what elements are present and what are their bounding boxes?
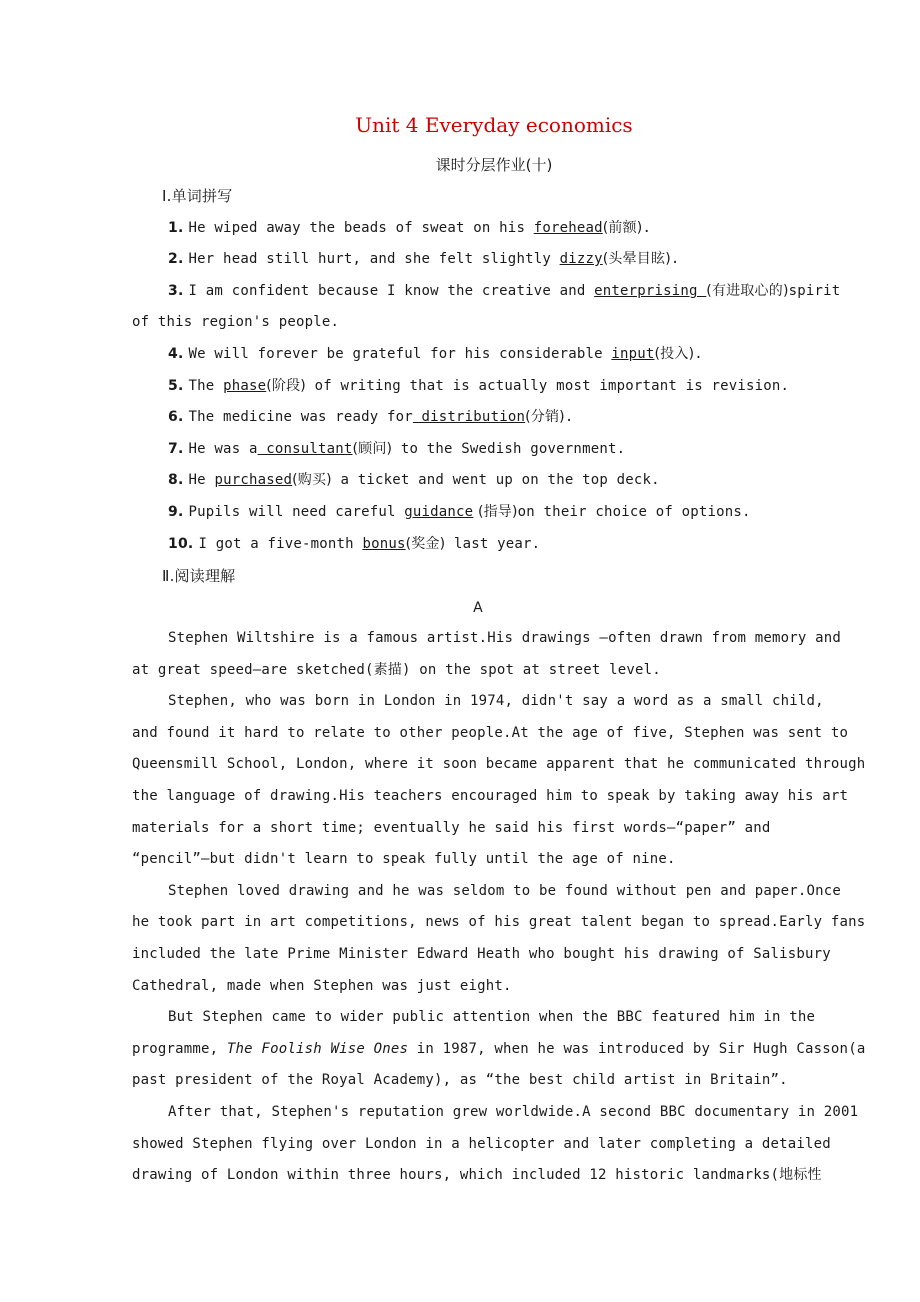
item-text: He: [188, 472, 215, 488]
passage-text: in 1987, when he was introduced by Sir Hugh Casson(a: [408, 1041, 866, 1057]
passage-line: [132, 1039, 866, 1059]
answer-word: enterprising: [594, 283, 707, 299]
item-text: Her head still hurt, and she felt slightly: [188, 251, 560, 267]
passage-line: the language of drawing.His teachers encouraged him to speak by taking away his art: [132, 788, 849, 804]
passage-line: and found it hard to relate to other people.At the age of five, Stephen was sent to: [132, 725, 849, 741]
section-heading-vocabulary: Ⅰ.单词拼写: [162, 187, 233, 205]
item-text: The: [188, 378, 224, 394]
item-text: He wiped away the beads of sweat on his: [188, 220, 534, 236]
item-text: of writing that is actually most important is revision.: [305, 378, 790, 394]
item-text: .: [694, 346, 703, 362]
chinese-hint: (购买): [292, 472, 332, 488]
chinese-hint: (有进取心的): [706, 283, 789, 299]
answer-word: input: [611, 346, 655, 362]
item-text: to the Swedish government.: [392, 441, 626, 457]
chinese-hint: (投入): [654, 346, 695, 362]
answer-word: guidance: [404, 504, 474, 520]
vocab-item: [168, 344, 868, 364]
passage-line: materials for a short time; eventually he said his first words—“paper” and: [132, 820, 771, 836]
vocab-item: [168, 218, 868, 238]
item-text: .: [564, 409, 574, 425]
item-text: last year.: [445, 536, 541, 552]
passage-line: at great speed—are sketched(素描) on the spot at street level.: [132, 662, 661, 678]
vocab-item: [168, 249, 868, 269]
vocab-item-continuation: of this region's people.: [132, 314, 340, 330]
vocab-item: [168, 534, 868, 554]
section-heading-reading: Ⅱ.阅读理解: [162, 567, 236, 585]
item-number: 9.: [168, 504, 189, 520]
passage-label: A: [473, 600, 483, 616]
item-text: Pupils will need careful: [188, 504, 405, 520]
answer-word: purchased: [214, 472, 293, 488]
answer-word: consultant: [257, 441, 353, 457]
answer-word: dizzy: [559, 251, 603, 267]
vocab-item: [168, 376, 868, 396]
item-number: 8.: [168, 472, 189, 488]
item-text: I am confident because I know the creative and: [188, 283, 595, 299]
vocab-item: [168, 470, 868, 490]
vocab-item: [168, 502, 868, 522]
passage-line: showed Stephen flying over London in a helicopter and later completing a detailed: [132, 1136, 831, 1152]
item-text: a ticket and went up on the top deck.: [331, 472, 660, 488]
item-text: .: [670, 251, 680, 267]
passage-line: Stephen, who was born in London in 1974, didn't say a word as a small child,: [168, 693, 824, 709]
passage-line: Queensmill School, London, where it soon became apparent that he communicated through: [132, 756, 866, 772]
item-text: spirit: [788, 283, 841, 299]
item-number: 6.: [168, 409, 189, 425]
item-text: on their choice of options.: [517, 504, 751, 520]
item-text: .: [642, 220, 652, 236]
item-text: We will forever be grateful for his considerable: [188, 346, 612, 362]
answer-word: forehead: [533, 220, 603, 236]
item-number: 1.: [168, 220, 189, 236]
chinese-hint: (头晕目眩): [602, 251, 671, 267]
chinese-hint: (分销): [525, 409, 565, 425]
item-number: 4.: [168, 346, 189, 362]
passage-line: Stephen Wiltshire is a famous artist.His drawings —often drawn from memory and: [168, 630, 842, 646]
vocab-item: [168, 407, 868, 427]
item-text: I got a five-month: [198, 536, 363, 552]
answer-word: bonus: [362, 536, 406, 552]
passage-line: included the late Prime Minister Edward Heath who bought his drawing of Salisbury: [132, 946, 831, 962]
passage-line: drawing of London within three hours, which included 12 historic landmarks(地标性: [132, 1167, 822, 1183]
passage-line: past president of the Royal Academy), as “the best child artist in Britain”.: [132, 1072, 788, 1088]
chinese-hint: (指导): [473, 504, 518, 520]
item-number: 7.: [168, 441, 189, 457]
item-text: The medicine was ready for: [188, 409, 413, 425]
chinese-hint: (奖金): [405, 536, 446, 552]
vocab-item: [168, 439, 868, 459]
page-title: Unit 4 Everyday economics: [355, 113, 633, 137]
passage-line: “pencil”—but didn't learn to speak fully until the age of nine.: [132, 851, 676, 867]
item-number: 2.: [168, 251, 189, 267]
passage-line: After that, Stephen's reputation grew worldwide.A second BBC documentary in 2001: [168, 1104, 859, 1120]
programme-title: The Foolish Wise Ones: [226, 1041, 409, 1057]
passage-line: Cathedral, made when Stephen was just eight.: [132, 978, 512, 994]
item-number: 3.: [168, 283, 189, 299]
passage-line: But Stephen came to wider public attention when the BBC featured him in the: [168, 1009, 816, 1025]
page-subtitle: 课时分层作业(十): [435, 156, 553, 174]
item-text: He was a: [188, 441, 258, 457]
answer-word: distribution: [412, 409, 526, 425]
answer-word: phase: [223, 378, 267, 394]
chinese-hint: (前额): [602, 220, 643, 236]
passage-line: he took part in art competitions, news of his great talent began to spread.Early fans: [132, 914, 866, 930]
vocab-item: [168, 281, 868, 301]
item-number: 10.: [168, 536, 199, 552]
chinese-hint: (阶段): [266, 378, 306, 394]
passage-text: programme,: [132, 1041, 227, 1057]
passage-line: Stephen loved drawing and he was seldom to be found without pen and paper.Once: [168, 883, 842, 899]
item-number: 5.: [168, 378, 189, 394]
chinese-hint: (顾问): [352, 441, 393, 457]
